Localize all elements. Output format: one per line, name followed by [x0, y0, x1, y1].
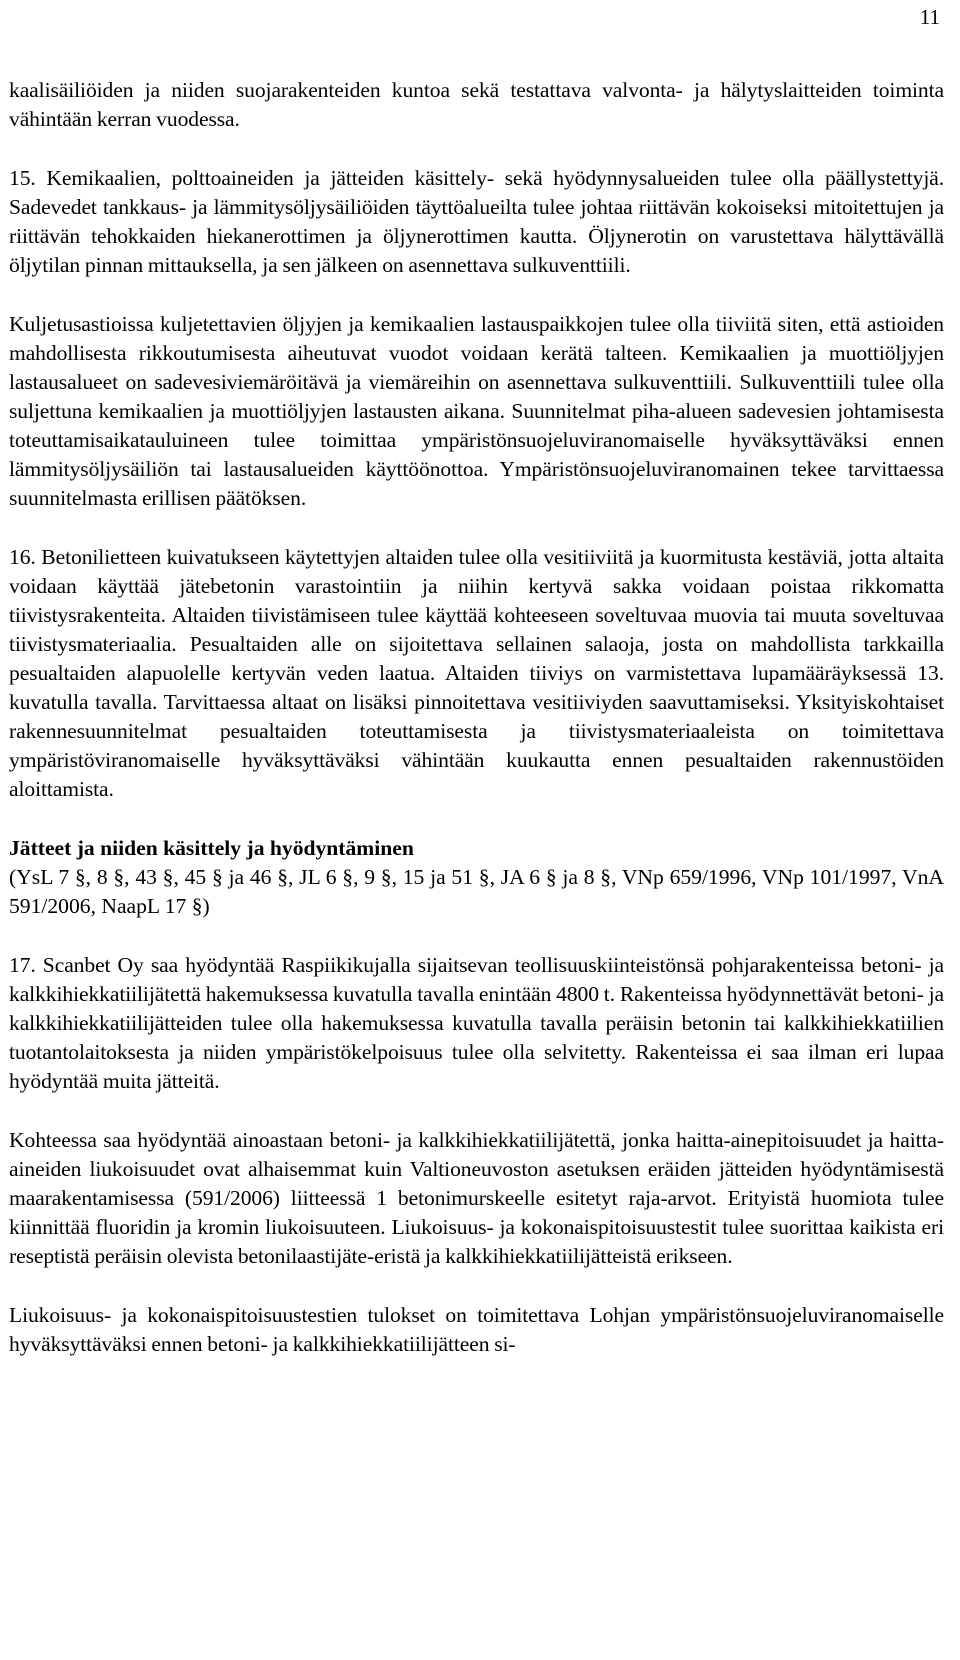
- paragraph-gap: [9, 280, 944, 310]
- paragraph-gap: [9, 513, 944, 543]
- paragraph-transport-containers: Kuljetusastioissa kuljetettavien öljyjen ja kemikaalien lastauspaikkojen tulee olla tiiviitä siten, että astioiden mahdollisesta rikkoutumisesta aiheutuvat vuodot voidaan kerätä talteen. Kemikaalien ja muottiöljyjen lastausalueet on sadevesiviemäröitävä ja viemäreihin on asennettava sulkuventtiili. Sulkuventtiili tulee olla suljettuna kemikaalien ja muottiöljyjen lastausten aikana. Suunnitelmat piha-alueen sadevesien johtamisesta toteuttamisaikatauluineen tulee toimittaa ympäristönsuojeluviranomaiselle hyväksyttäväksi ennen lämmitysöljysäiliön tai lastausalueiden käyttöönottoa. Ympäristönsuojeluviranomainen tekee tarvittaessa suunnitelmasta erillisen päätöksen.: [9, 312, 944, 510]
- paragraph-gap: [9, 134, 944, 164]
- legal-citation: (YsL 7 §, 8 §, 43 §, 45 § ja 46 §, JL 6 §, 9 §, 15 ja 51 §, JA 6 § ja 8 §, VNp 659/1996, VNp 101/1997, VnA 591/2006, NaapL 17 §): [9, 865, 944, 918]
- paragraph-continuation: kaalisäiliöiden ja niiden suojarakenteiden kuntoa sekä testattava valvonta- ja hälytyslaitteiden toiminta vähintään kerran vuodessa.: [9, 78, 944, 131]
- paragraph-gap: [9, 1096, 944, 1126]
- paragraph-item-17: 17. Scanbet Oy saa hyödyntää Raspiikikujalla sijaitsevan teollisuuskiinteistönsä pohjarakenteissa betoni- ja kalkkihiekkatiilijätettä hakemuksessa kuvatulla tavalla enintään 4800 t. Rakenteissa hyödynnettävät betoni- ja kalkkihiekkatiilijätteiden tulee olla hakemuksessa kuvatulla tavalla peräisin betonin tai kalkkihiekkatiilien tuotantolaitoksesta ja niiden ympäristökelpoisuus tulee olla selvitetty. Rakenteissa ei saa ilman eri lupaa hyödyntää muita jätteitä.: [9, 953, 944, 1093]
- paragraph-item-16: 16. Betonilietteen kuivatukseen käytettyjen altaiden tulee olla vesitiiviitä ja kuormitusta kestäviä, jotta altaita voidaan käyttää jätebetonin varastointiin ja niihin kertyvä sakka voidaan poistaa rikkomatta tiivistysrakenteita. Altaiden tiivistämiseen tulee käyttää kohteeseen soveltuvaa muovia tai muuta soveltuvaa tiivistysmateriaalia. Pesualtaiden alle on sijoitettava sellainen salaoja, josta on mahdollista tarkkailla pesualtaiden alapuolelle kertyvän veden laatua. Altaiden tiiviys on varmistettava lupamääräyksessä 13. kuvatulla tavalla. Tarvittaessa altaat on lisäksi pinnoitettava vesitiiviyden saavuttamiseksi. Yksityiskohtaiset rakennesuunnitelmat pesualtaiden toteuttamisesta ja tiivistysmateriaaleista on toimitettava ympäristöviranomaiselle hyväksyttäväksi vähintään kuukautta ennen pesualtaiden rakennustöiden aloittamista.: [9, 545, 944, 801]
- paragraph-gap: [9, 1271, 944, 1301]
- paragraph-gap: [9, 804, 944, 834]
- page-number: 11: [919, 5, 940, 29]
- paragraph-gap: [9, 921, 944, 951]
- paragraph-allowed-waste: Kohteessa saa hyödyntää ainoastaan betoni- ja kalkkihiekkatiilijätettä, jonka haitta-ainepitoisuudet ja haitta-aineiden liukoisuudet ovat alhaisemmat kuin Valtioneuvoston asetuksen eräiden jätteiden hyödyntämisestä maarakentamisessa (591/2006) liitteessä 1 betonimurskeelle esitetyt raja-arvot. Erityistä huomiota tulee kiinnittää fluoridin ja kromin liukoisuuteen. Liukoisuus- ja kokonaispitoisuustestit tulee suorittaa kaikista eri reseptistä peräisin olevista betonilaastijäte-eristä ja kalkkihiekkatiilijätteistä erikseen.: [9, 1128, 944, 1268]
- paragraph-item-15: 15. Kemikaalien, polttoaineiden ja jätteiden käsittely- sekä hyödynnysalueiden tulee olla päällystettyjä. Sadevedet tankkaus- ja lämmitysöljysäiliöiden täyttöalueilta tulee johtaa riittävän kokoiseksi mitoitettujen ja riittävän tehokkaiden hiekanerottimen ja öljynerottimen kautta. Öljynerotin on varustettava hälyttävällä öljytilan pinnan mittauksella, ja sen jälkeen on asennettava sulkuventtiili.: [9, 166, 944, 277]
- paragraph-test-results: Liukoisuus- ja kokonaispitoisuustestien tulokset on toimitettava Lohjan ympäristönsuojeluviranomaiselle hyväksyttäväksi ennen betoni- ja kalkkihiekkatiilijätteen si-: [9, 1303, 944, 1356]
- document-body: [9, 76, 944, 1359]
- section-heading: Jätteet ja niiden käsittely ja hyödyntäminen: [9, 836, 414, 860]
